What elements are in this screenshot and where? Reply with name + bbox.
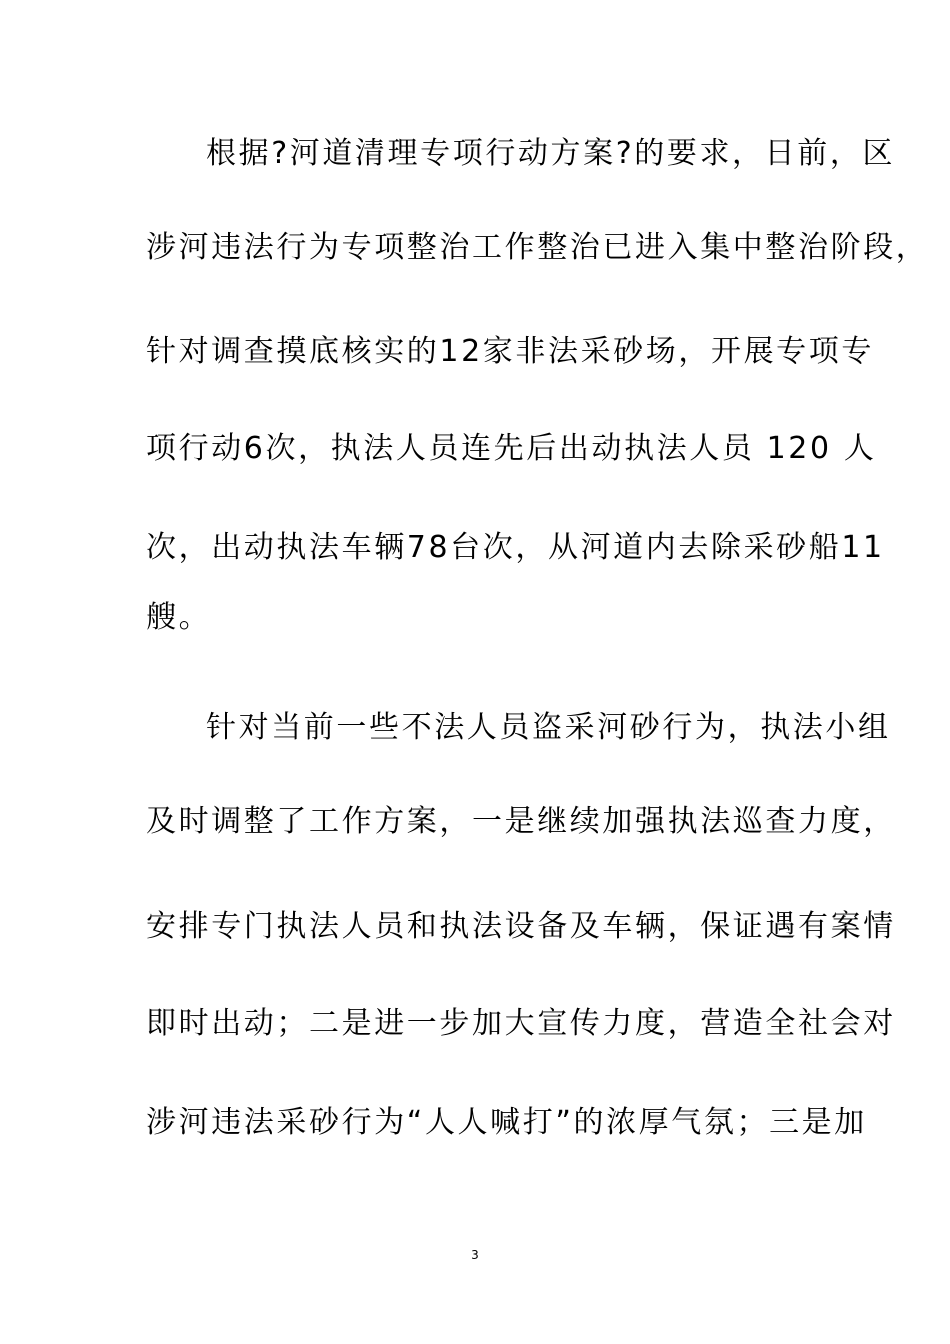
paragraph-1-line-5: 次，出动执法车辆78台次，从河道内去除采砂船11	[146, 530, 885, 565]
paragraph-2-line-4: 即时出动；二是进一步加大宣传力度，营造全社会对	[146, 1006, 896, 1041]
paragraph-1-line-4: 项行动6次，执法人员连先后出动执法人员 120 人	[146, 431, 877, 466]
paragraph-1-line-3: 针对调查摸底核实的12家非法采砂场，开展专项专	[146, 334, 874, 369]
paragraph-2-line-5: 涉河违法采砂行为“人人喊打”的浓厚气氛；三是加	[146, 1105, 867, 1140]
page-number: 3	[471, 1248, 479, 1262]
paragraph-1-line-2: 涉河违法行为专项整治工作整治已进入集中整治阶段，	[146, 230, 929, 265]
paragraph-2-line-3: 安排专门执法人员和执法设备及车辆，保证遇有案情	[146, 909, 896, 944]
paragraph-2-line-1: 针对当前一些不法人员盗采河砂行为，执法小组	[206, 710, 891, 745]
paragraph-1-line-6: 艘。	[146, 600, 212, 635]
paragraph-1-line-1: 根据?河道清理专项行动方案?的要求，日前，区	[206, 136, 896, 171]
paragraph-2-line-2: 及时调整了工作方案，一是继续加强执法巡查力度，	[146, 804, 896, 839]
